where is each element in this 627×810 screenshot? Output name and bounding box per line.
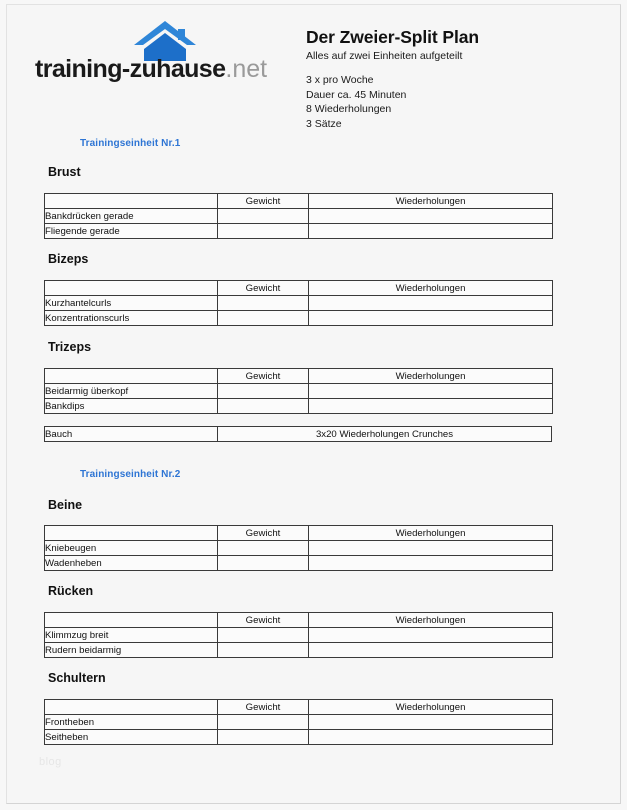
weight-cell[interactable] — [218, 384, 309, 399]
group-title-schultern: Schultern — [48, 671, 106, 685]
weight-cell[interactable] — [218, 715, 309, 730]
group-title-brust: Brust — [48, 165, 81, 179]
table-row — [45, 384, 553, 399]
plan-meta — [306, 73, 406, 131]
exercise-name: Kniebeugen — [45, 541, 218, 556]
meta-sets: 3 Sätze — [306, 117, 342, 130]
header-cell-weight: Gewicht — [218, 700, 309, 715]
meta-reps: 8 Wiederholungen — [306, 103, 392, 115]
group-title-ruecken: Rücken — [48, 584, 94, 598]
header-cell-reps: Wiederholungen — [309, 194, 553, 209]
exercise-name: Frontheben — [45, 715, 218, 730]
table-row — [45, 296, 553, 311]
document-sheet — [6, 4, 621, 804]
logo-wordmark — [35, 55, 267, 84]
header-cell-reps: Wiederholungen — [309, 613, 553, 628]
group-title-beine: Beine — [48, 498, 83, 512]
header-cell-weight: Gewicht — [218, 194, 309, 209]
table-bauch — [44, 426, 552, 442]
exercise-name: Bankdrücken gerade — [45, 209, 218, 224]
reps-cell[interactable] — [309, 541, 553, 556]
table-header-row — [45, 281, 553, 296]
weight-cell[interactable] — [218, 730, 309, 745]
bauch-note-cell: 3x20 Wiederholungen Crunches — [218, 427, 552, 442]
reps-cell[interactable] — [309, 628, 553, 643]
weight-cell[interactable] — [218, 643, 309, 658]
table-row — [45, 427, 552, 442]
header-cell-weight: Gewicht — [218, 613, 309, 628]
group-title-trizeps: Trizeps — [48, 340, 92, 354]
exercise-name: Fliegende gerade — [45, 224, 218, 239]
table-row — [45, 399, 553, 414]
exercise-name: Klimmzug breit — [45, 628, 218, 643]
header-cell-name — [45, 526, 218, 541]
weight-cell[interactable] — [218, 209, 309, 224]
document-body — [7, 5, 622, 805]
reps-cell[interactable] — [309, 209, 553, 224]
reps-cell[interactable] — [309, 730, 553, 745]
header-cell-name — [45, 369, 218, 384]
exercise-name: Wadenheben — [45, 556, 218, 571]
footer-watermark: blog — [39, 756, 62, 768]
header-cell-weight: Gewicht — [218, 369, 309, 384]
exercise-name: Konzentrationscurls — [45, 311, 218, 326]
weight-cell[interactable] — [218, 224, 309, 239]
reps-cell[interactable] — [309, 384, 553, 399]
table-brust — [44, 193, 553, 239]
weight-cell[interactable] — [218, 628, 309, 643]
weight-cell[interactable] — [218, 296, 309, 311]
header-cell-name — [45, 194, 218, 209]
weight-cell[interactable] — [218, 556, 309, 571]
table-header-row — [45, 194, 553, 209]
header-cell-reps: Wiederholungen — [309, 281, 553, 296]
exercise-name: Kurzhantelcurls — [45, 296, 218, 311]
exercise-name: Seitheben — [45, 730, 218, 745]
weight-cell[interactable] — [218, 399, 309, 414]
table-row — [45, 209, 553, 224]
header-cell-reps: Wiederholungen — [309, 700, 553, 715]
meta-frequency: 3 x pro Woche — [306, 74, 374, 86]
table-header-row — [45, 700, 553, 715]
reps-cell[interactable] — [309, 224, 553, 239]
table-row — [45, 643, 553, 658]
reps-cell[interactable] — [309, 311, 553, 326]
page-subtitle: Alles auf zwei Einheiten aufgeteilt — [306, 50, 463, 62]
table-row — [45, 556, 553, 571]
exercise-name-bauch: Bauch — [45, 427, 218, 442]
header-cell-reps: Wiederholungen — [309, 369, 553, 384]
unit-label-1: Trainingseinheit Nr.1 — [80, 138, 181, 149]
header-cell-name — [45, 613, 218, 628]
table-row — [45, 628, 553, 643]
weight-cell[interactable] — [218, 311, 309, 326]
table-row — [45, 541, 553, 556]
logo-tld: .net — [225, 55, 268, 83]
table-row — [45, 715, 553, 730]
table-row — [45, 311, 553, 326]
table-beine — [44, 525, 553, 571]
reps-cell[interactable] — [309, 399, 553, 414]
exercise-name: Beidarmig überkopf — [45, 384, 218, 399]
group-title-bizeps: Bizeps — [48, 252, 89, 266]
header-cell-name — [45, 281, 218, 296]
header-cell-weight: Gewicht — [218, 526, 309, 541]
table-bizeps — [44, 280, 553, 326]
table-row — [45, 224, 553, 239]
page-title: Der Zweier-Split Plan — [306, 27, 479, 47]
exercise-name: Rudern beidarmig — [45, 643, 218, 658]
table-header-row — [45, 526, 553, 541]
reps-cell[interactable] — [309, 715, 553, 730]
logo-name: training-zuhause — [35, 55, 226, 83]
site-logo — [35, 19, 290, 81]
exercise-name: Bankdips — [45, 399, 218, 414]
table-row — [45, 730, 553, 745]
table-header-row — [45, 613, 553, 628]
reps-cell[interactable] — [309, 296, 553, 311]
unit-label-2: Trainingseinheit Nr.2 — [80, 469, 181, 480]
table-schultern — [44, 699, 553, 745]
table-trizeps — [44, 368, 553, 414]
header-cell-name — [45, 700, 218, 715]
meta-duration: Dauer ca. 45 Minuten — [306, 88, 407, 101]
reps-cell[interactable] — [309, 643, 553, 658]
weight-cell[interactable] — [218, 541, 309, 556]
header-cell-weight: Gewicht — [218, 281, 309, 296]
reps-cell[interactable] — [309, 556, 553, 571]
header-cell-reps: Wiederholungen — [309, 526, 553, 541]
table-header-row — [45, 369, 553, 384]
table-ruecken — [44, 612, 553, 658]
